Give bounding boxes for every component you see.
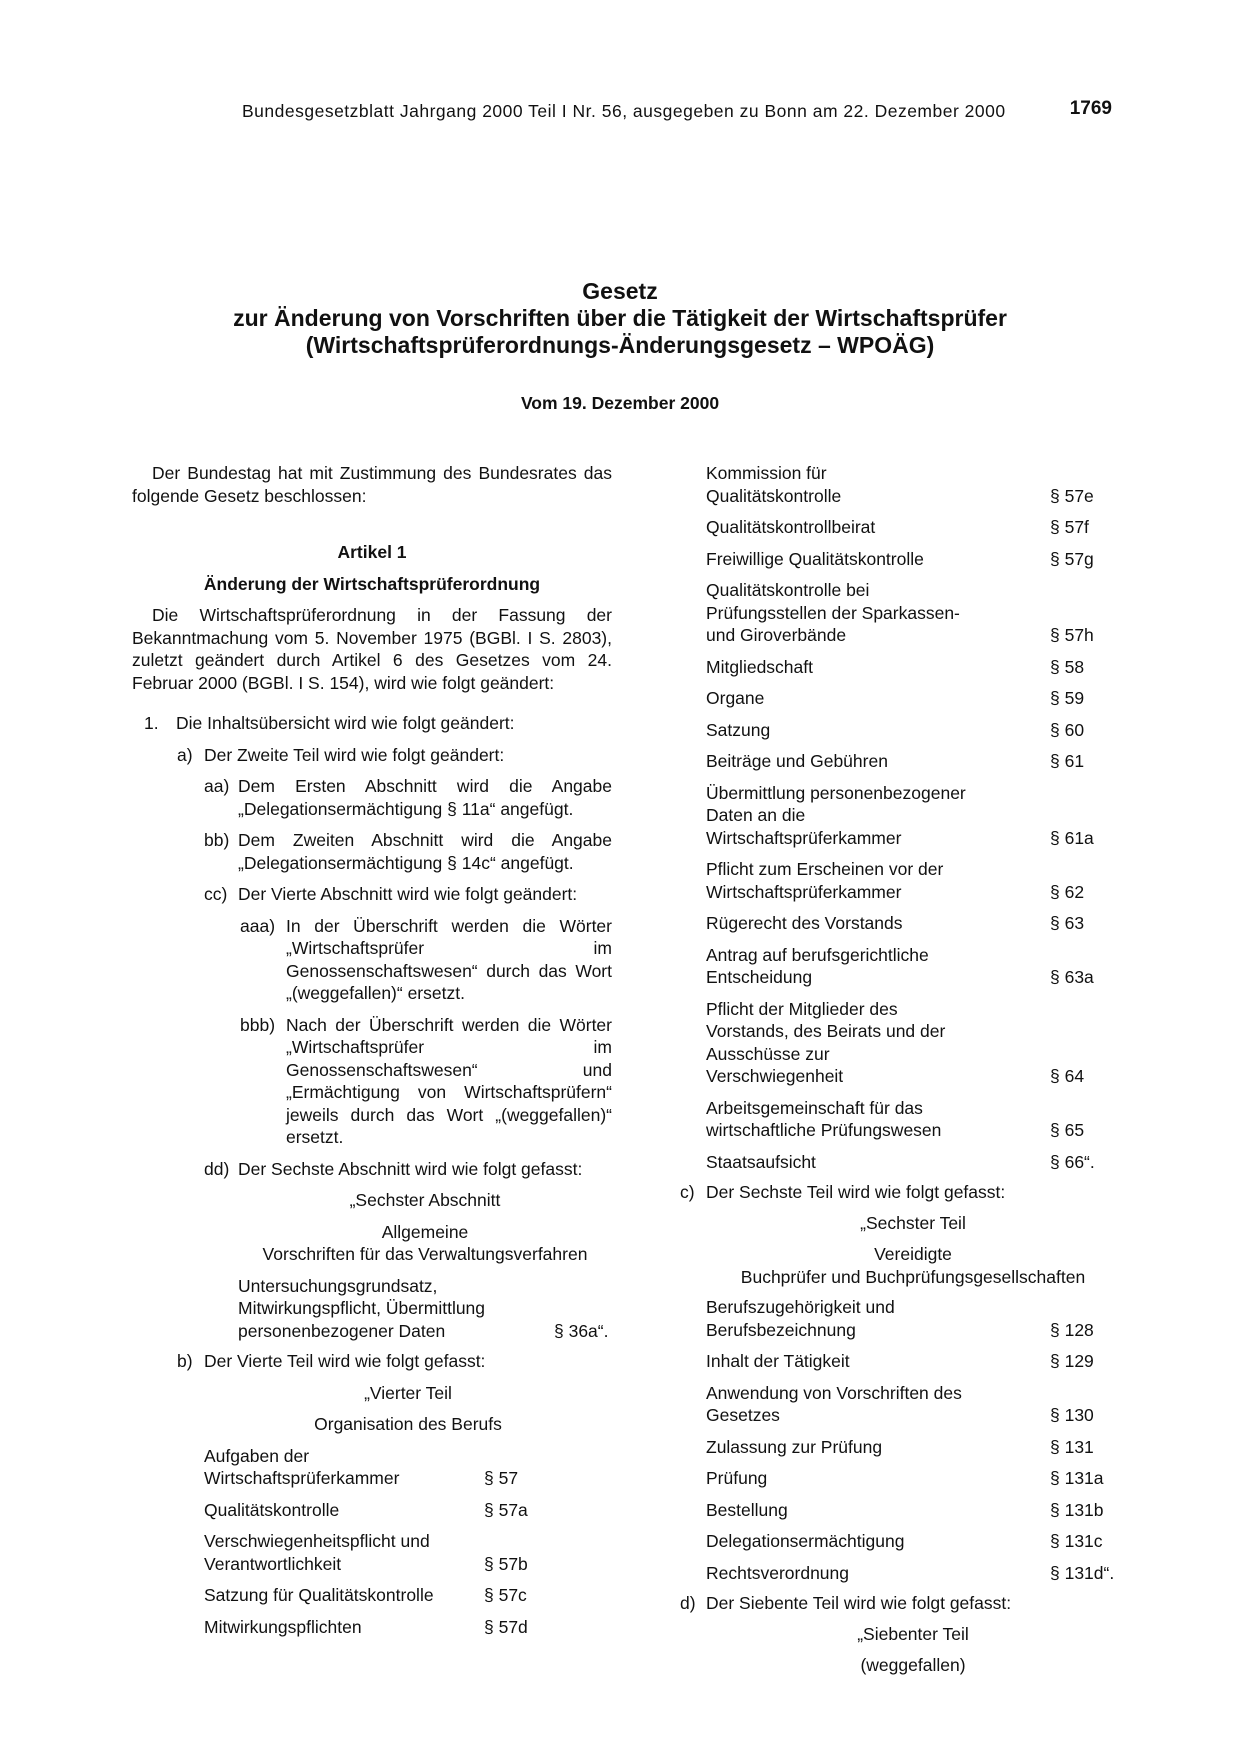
toc-row xyxy=(706,1097,1120,1142)
toc-row xyxy=(706,750,1120,773)
section-heading: Allgemeine xyxy=(381,1221,469,1242)
left-column xyxy=(132,462,612,1638)
section-heading: „Vierter Teil xyxy=(364,1382,452,1403)
toc-entry-name: Untersuchungsgrundsatz, Mitwirkungspflicht, Übermittlung personenbezogener Daten xyxy=(238,1275,486,1341)
running-header xyxy=(242,100,1122,124)
toc-row xyxy=(706,1499,1120,1522)
right-column xyxy=(680,462,1120,1677)
list-item-cc xyxy=(132,883,612,906)
section-heading: Organisation des Berufs xyxy=(314,1414,502,1434)
toc-row xyxy=(204,1530,544,1575)
item-text: Der Vierte Abschnitt wird wie folgt geändert: xyxy=(238,884,578,904)
section-heading: Vereidigte xyxy=(874,1244,952,1264)
toc-entry-name: Bestellung xyxy=(706,1499,788,1520)
section-heading: „Sechster Teil xyxy=(860,1212,966,1233)
toc-entry-name: Mitwirkungspflichten xyxy=(204,1616,362,1637)
item-label: a) xyxy=(177,744,193,765)
toc-entry-name: Aufgaben der Wirtschaftsprüferkammer xyxy=(204,1445,400,1488)
law-title xyxy=(120,278,1120,359)
toc-entry-name: Arbeitsgemeinschaft für das wirtschaftliche Prüfungswesen xyxy=(706,1097,942,1140)
toc-row xyxy=(706,1382,1120,1427)
toc-entry-name: Anwendung von Vorschriften des Gesetzes xyxy=(706,1382,962,1425)
toc-row xyxy=(706,1467,1120,1490)
toc-row xyxy=(706,1350,1120,1373)
toc-row xyxy=(706,516,1120,539)
toc-entry-name: Antrag auf berufsgerichtliche Entscheidung xyxy=(706,944,929,987)
item-label: aa) xyxy=(204,776,230,796)
item-label: bbb) xyxy=(240,1014,276,1035)
item-label: d) xyxy=(680,1593,696,1613)
toc-entry-section: § 60 xyxy=(1050,719,1085,740)
item-label: aaa) xyxy=(240,915,276,936)
article-heading: Artikel 1 xyxy=(337,542,407,562)
item-label: b) xyxy=(177,1351,193,1371)
section-heading: (weggefallen) xyxy=(860,1655,966,1675)
item-label: dd) xyxy=(204,1158,230,1179)
toc-row xyxy=(706,1562,1120,1585)
toc-entry-section: § 131a xyxy=(1050,1468,1104,1488)
toc-entry-name: Prüfung xyxy=(706,1468,768,1488)
toc-row xyxy=(204,1499,544,1522)
toc-entry-name: Kommission für Qualitätskontrolle xyxy=(706,463,842,506)
toc-entry-section: § 128 xyxy=(1050,1319,1094,1340)
toc-entry-section: § 63a xyxy=(1050,967,1094,987)
toc-entry-section: § 64 xyxy=(1050,1066,1085,1086)
title-line-2: zur Änderung von Vorschriften über die Tätigkeit der Wirtschaftsprüfer xyxy=(233,305,1007,331)
toc-entry-section: § 65 xyxy=(1050,1120,1085,1140)
item-text: Die Inhaltsübersicht wird wie folgt geändert: xyxy=(176,713,515,733)
toc-entry-name: Organe xyxy=(706,688,765,708)
item-text: Dem Zweiten Abschnitt wird die Angabe „Delegationsermächtigung § 14c“ angefügt. xyxy=(238,830,612,873)
toc-row xyxy=(706,579,1120,647)
toc-row xyxy=(706,912,1120,935)
toc-row xyxy=(238,1275,612,1343)
toc-entry-name: Beiträge und Gebühren xyxy=(706,751,888,771)
list-item-a xyxy=(132,744,612,767)
section-heading: Buchprüfer und Buchprüfungsgesellschaften xyxy=(740,1266,1086,1287)
toc-entry-section: § 57d xyxy=(484,1616,528,1637)
item-text: Nach der Überschrift werden die Wörter „Wirtschaftsprüfer im Genossenschaftswesen“ und „Ermächtigung von Wirtschaftsprüfern“ jeweils durch das Wort „(weggefallen)“ ersetzt. xyxy=(286,1014,612,1147)
toc-entry-section: § 58 xyxy=(1050,656,1085,677)
list-item-bbb xyxy=(132,1014,612,1149)
toc-entry-name: Qualitätskontrolle bei Prüfungsstellen der Sparkassen- und Giroverbände xyxy=(706,580,960,645)
toc-entry-name: Qualitätskontrolle xyxy=(204,1499,340,1520)
toc-entry-section: § 57g xyxy=(1050,548,1094,569)
toc-entry-name: Qualitätskontrollbeirat xyxy=(706,517,876,537)
toc-entry-section: § 63 xyxy=(1050,913,1085,933)
toc-entry-section: § 61 xyxy=(1050,751,1085,771)
toc-entry-name: Mitgliedschaft xyxy=(706,656,813,677)
toc-entry-section: § 57b xyxy=(484,1553,528,1574)
item-text: Der Sechste Teil wird wie folgt gefasst: xyxy=(706,1182,1006,1202)
article-intro: Die Wirtschaftsprüferordnung in der Fassung der Bekanntmachung vom 5. November 1975 (BGBl. I S. 2803), zuletzt geändert durch Artikel 6 des Gesetzes vom 24. Februar 2000 (BGBl. I S. 154), wird wie folgt geändert: xyxy=(132,605,612,693)
law-date: Vom 19. Dezember 2000 xyxy=(520,393,720,413)
item-label: 1. xyxy=(144,713,159,733)
toc-entry-name: Pflicht der Mitglieder des Vorstands, des Beirats und der Ausschüsse zur Verschwiegenheit xyxy=(706,998,946,1086)
toc-entry-section: § 131c xyxy=(1050,1531,1103,1551)
toc-row xyxy=(706,944,1120,989)
toc-entry-section: § 131b xyxy=(1050,1499,1104,1520)
list-item-dd xyxy=(132,1158,612,1181)
toc-b-continued xyxy=(680,462,1120,1173)
toc-b xyxy=(132,1445,544,1639)
toc-entry-name: Verschwiegenheitspflicht und Verantwortlichkeit xyxy=(204,1531,430,1574)
toc-row xyxy=(204,1616,544,1639)
item-text: Der Sechste Abschnitt wird wie folgt gefasst: xyxy=(238,1158,583,1179)
toc-row xyxy=(706,858,1120,903)
toc-entry-section: § 57a xyxy=(484,1499,528,1520)
toc-row xyxy=(706,656,1120,679)
toc-entry-name: Delegationsermächtigung xyxy=(706,1531,905,1551)
toc-entry-section: § 131 xyxy=(1050,1436,1094,1457)
toc-entry-section: § 131d“. xyxy=(1050,1562,1115,1583)
preamble: Der Bundestag hat mit Zustimmung des Bundesrates das folgende Gesetz beschlossen: xyxy=(132,463,612,506)
toc-row xyxy=(706,782,1120,850)
toc-row xyxy=(706,998,1120,1088)
toc-entry-name: Staatsaufsicht xyxy=(706,1151,816,1172)
toc-entry-section: § 57c xyxy=(484,1585,527,1605)
toc-entry-name: Freiwillige Qualitätskontrolle xyxy=(706,548,924,569)
toc-row xyxy=(204,1445,544,1490)
list-item-b xyxy=(132,1350,612,1373)
section-heading: „Siebenter Teil xyxy=(857,1623,969,1644)
toc-entry-section: § 57h xyxy=(1050,625,1094,645)
toc-row xyxy=(706,687,1120,710)
toc-dd xyxy=(132,1275,612,1343)
title-line-3: (Wirtschaftsprüferordnungs-Änderungsgesetz – WPOÄG) xyxy=(305,332,935,358)
page-number: 1769 xyxy=(1069,98,1112,119)
toc-entry-name: Rügerecht des Vorstands xyxy=(706,913,903,933)
toc-entry-section: § 129 xyxy=(1050,1351,1094,1371)
item-label: cc) xyxy=(204,884,228,904)
toc-row xyxy=(706,1296,1120,1341)
toc-row xyxy=(706,1151,1120,1174)
item-text: Der Siebente Teil wird wie folgt gefasst: xyxy=(706,1593,1012,1613)
toc-entry-name: Zulassung zur Prüfung xyxy=(706,1436,883,1457)
toc-entry-section: § 57f xyxy=(1050,517,1089,537)
toc-c xyxy=(680,1296,1120,1584)
toc-row xyxy=(706,719,1120,742)
list-item-aa xyxy=(132,775,612,820)
toc-entry-name: Inhalt der Tätigkeit xyxy=(706,1351,850,1371)
section-heading: Vorschriften für das Verwaltungsverfahren xyxy=(262,1244,588,1264)
item-label: bb) xyxy=(204,830,230,850)
toc-entry-name: Pflicht zum Erscheinen vor der Wirtschaftsprüferkammer xyxy=(706,859,944,902)
toc-entry-name: Satzung xyxy=(706,719,771,740)
toc-entry-section: § 59 xyxy=(1050,688,1085,708)
toc-entry-section: § 36a“. xyxy=(554,1320,609,1341)
list-item-aaa xyxy=(132,915,612,1005)
title-line-1: Gesetz xyxy=(582,278,658,304)
toc-entry-name: Übermittlung personenbezogener Daten an die Wirtschaftsprüferkammer xyxy=(706,782,966,848)
item-label: c) xyxy=(680,1182,695,1202)
toc-entry-name: Berufszugehörigkeit und Berufsbezeichnung xyxy=(706,1297,895,1340)
toc-entry-section: § 66“. xyxy=(1050,1151,1095,1172)
item-text: Dem Ersten Abschnitt wird die Angabe „Delegationsermächtigung § 11a“ angefügt. xyxy=(238,776,612,819)
toc-row xyxy=(706,1436,1120,1459)
list-item-c xyxy=(680,1181,1120,1204)
item-text: Der Zweite Teil wird wie folgt geändert: xyxy=(204,744,505,765)
toc-entry-section: § 57e xyxy=(1050,485,1094,506)
toc-row xyxy=(706,548,1120,571)
toc-entry-name: Satzung für Qualitätskontrolle xyxy=(204,1585,434,1605)
toc-row xyxy=(706,1530,1120,1553)
running-title: Bundesgesetzblatt Jahrgang 2000 Teil I Nr. 56, ausgegeben zu Bonn am 22. Dezember 2000 xyxy=(242,101,1006,121)
item-text: In der Überschrift werden die Wörter „Wirtschaftsprüfer im Genossenschaftswesen“ durch das Wort „(weggefallen)“ ersetzt. xyxy=(286,915,612,1003)
toc-entry-section: § 130 xyxy=(1050,1405,1094,1425)
list-item-1 xyxy=(132,712,612,735)
section-heading: „Sechster Abschnitt xyxy=(349,1190,501,1210)
toc-entry-section: § 61a xyxy=(1050,827,1094,848)
toc-entry-section: § 57 xyxy=(484,1468,519,1488)
article-subheading: Änderung der Wirtschaftsprüferordnung xyxy=(203,573,541,594)
toc-entry-section: § 62 xyxy=(1050,881,1085,902)
toc-entry-name: Rechtsverordnung xyxy=(706,1562,849,1583)
list-item-bb xyxy=(132,829,612,874)
list-item-d xyxy=(680,1592,1120,1615)
toc-row xyxy=(706,462,1120,507)
item-text: Der Vierte Teil wird wie folgt gefasst: xyxy=(204,1351,486,1371)
toc-row xyxy=(204,1584,544,1607)
